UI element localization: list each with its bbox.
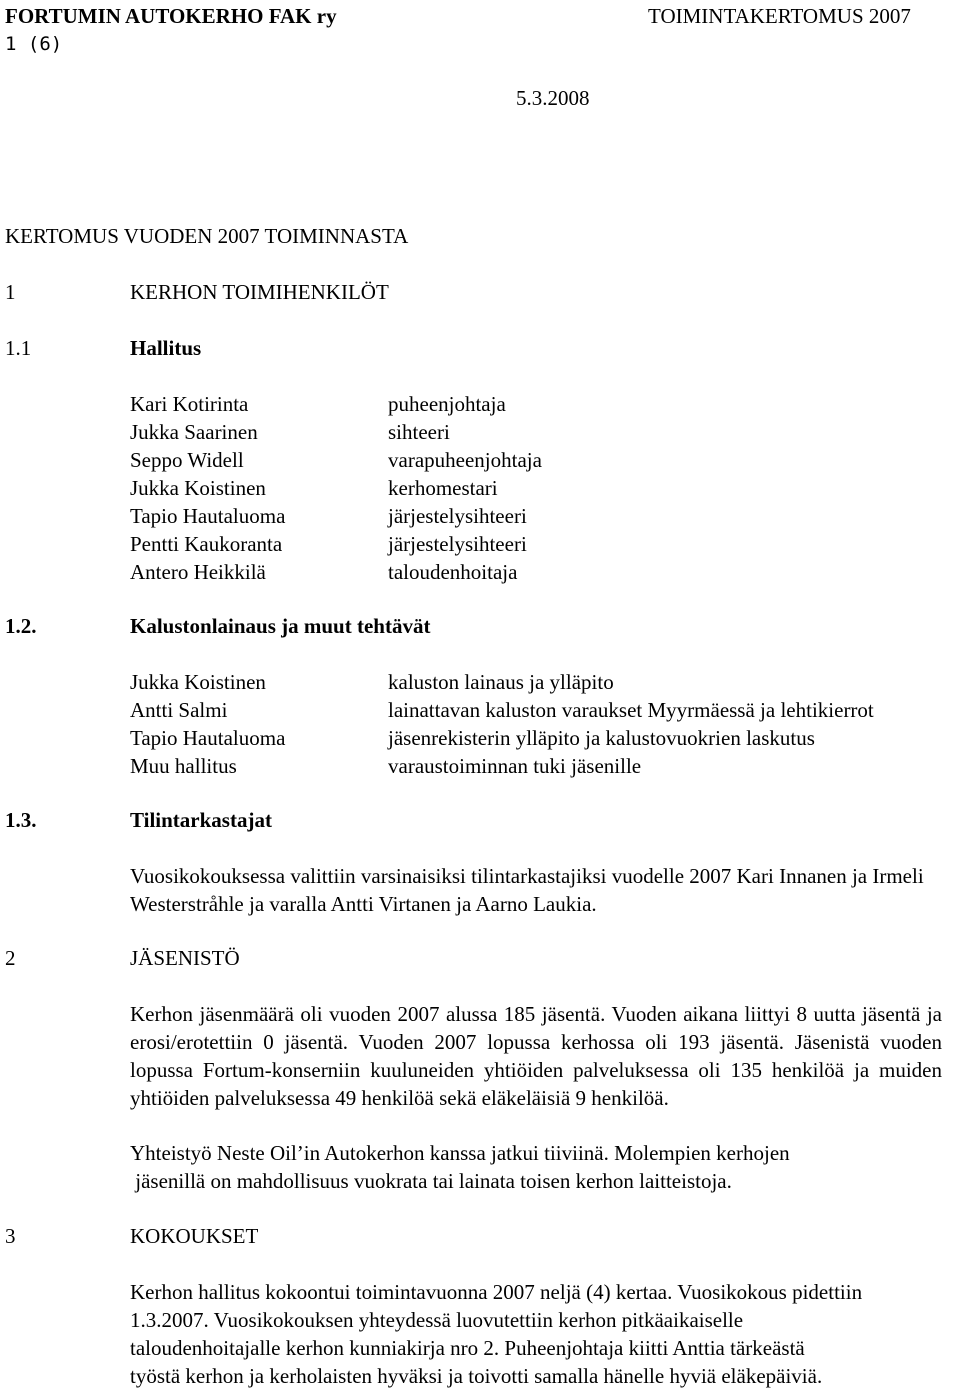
equipment-name: Muu hallitus: [130, 754, 237, 778]
section-1-1-title: Hallitus: [130, 336, 202, 360]
cooperation-line: Yhteistyö Neste Oil’in Autokerhon kanssa jatkui tiiviinä. Molempien kerhojen: [130, 1141, 790, 1165]
equipment-name: Jukka Koistinen: [130, 670, 266, 694]
equipment-names: [130, 668, 285, 780]
board-role: järjestelysihteeri: [388, 504, 527, 528]
section-2-number: 2: [5, 946, 16, 970]
board-role: puheenjohtaja: [388, 392, 506, 416]
cooperation-line: jäsenillä on mahdollisuus vuokrata tai lainata toisen kerhon laitteistoja.: [130, 1169, 732, 1193]
header-doc-title: TOIMINTAKERTOMUS 2007: [648, 4, 911, 28]
board-roles: [388, 390, 542, 586]
membership-paragraph: Kerhon jäsenmäärä oli vuoden 2007 alussa 185 jäsentä. Vuoden aikana liittyi 8 uutta jäsentä ja erosi/erotettiin 0 jäsentä. Vuoden 2007 lopussa kerhossa oli 193 jäsentä. Jäsenistä vuoden lopussa Fortum-konserniin kuuluneiden yhtiöiden palveluksessa oli 135 henkilöä ja muiden yhtiöiden palveluksessa 49 henkilöä sekä eläkeläisiä 9 henkilöä.: [130, 1002, 942, 1110]
board-name: Jukka Saarinen: [130, 420, 258, 444]
board-names: [130, 390, 285, 586]
cooperation-paragraph: [130, 1139, 790, 1195]
board-role: sihteeri: [388, 420, 450, 444]
section-2-title: JÄSENISTÖ: [130, 946, 240, 970]
section-1-3-title: Tilintarkastajat: [130, 808, 272, 832]
auditors-paragraph: Vuosikokouksessa valittiin varsinaisiksi tilintarkastajiksi vuodelle 2007 Kari Innanen ja Irmeli Westerstråhle ja varalla Antti Virtanen ja Aarno Laukia.: [130, 864, 924, 916]
board-role: varapuheenjohtaja: [388, 448, 542, 472]
section-3-title: KOKOUKSET: [130, 1224, 259, 1248]
section-1-number: 1: [5, 280, 16, 304]
section-1-title: KERHON TOIMIHENKILÖT: [130, 280, 389, 304]
meetings-line: työstä kerhon ja kerholaisten hyväksi ja toivotti samalla hänelle hyviä eläkepäiviä.: [130, 1364, 823, 1388]
page-number: 1 (6): [5, 33, 63, 55]
equipment-name: Antti Salmi: [130, 698, 228, 722]
equipment-roles: [388, 668, 874, 780]
section-1-2-title: Kalustonlainaus ja muut tehtävät: [130, 614, 431, 638]
meetings-paragraph: [130, 1278, 862, 1390]
board-role: järjestelysihteeri: [388, 532, 527, 556]
section-1-3-number: 1.3.: [5, 808, 37, 832]
board-role: kerhomestari: [388, 476, 498, 500]
meetings-line: taloudenhoitajalle kerhon kunniakirja nro 2. Puheenjohtaja kiitti Anttia tärkeästä: [130, 1336, 805, 1360]
board-name: Seppo Widell: [130, 448, 244, 472]
board-name: Antero Heikkilä: [130, 560, 266, 584]
section-1-2-number: 1.2.: [5, 614, 37, 638]
board-role: taloudenhoitaja: [388, 560, 518, 584]
section-1-1-number: 1.1: [5, 336, 32, 360]
board-name: Pentti Kaukoranta: [130, 532, 283, 556]
header-org: FORTUMIN AUTOKERHO FAK ry: [5, 4, 337, 28]
meetings-line: 1.3.2007. Vuosikokouksen yhteydessä luovutettiin kerhon pitkäaikaiselle: [130, 1308, 744, 1332]
section-3-number: 3: [5, 1224, 16, 1248]
equipment-role: kaluston lainaus ja ylläpito: [388, 670, 614, 694]
board-name: Kari Kotirinta: [130, 392, 249, 416]
page-title: KERTOMUS VUODEN 2007 TOIMINNASTA: [5, 224, 409, 248]
board-name: Jukka Koistinen: [130, 476, 266, 500]
meetings-line: Kerhon hallitus kokoontui toimintavuonna 2007 neljä (4) kertaa. Vuosikokous pidettiin: [130, 1280, 863, 1304]
equipment-role: varaustoiminnan tuki jäsenille: [388, 754, 642, 778]
equipment-role: jäsenrekisterin ylläpito ja kalustovuokrien laskutus: [388, 726, 815, 750]
board-name: Tapio Hautaluoma: [130, 504, 286, 528]
equipment-role: lainattavan kaluston varaukset Myyrmäessä ja lehtikierrot: [388, 698, 874, 722]
document-date: 5.3.2008: [516, 86, 590, 110]
equipment-name: Tapio Hautaluoma: [130, 726, 286, 750]
